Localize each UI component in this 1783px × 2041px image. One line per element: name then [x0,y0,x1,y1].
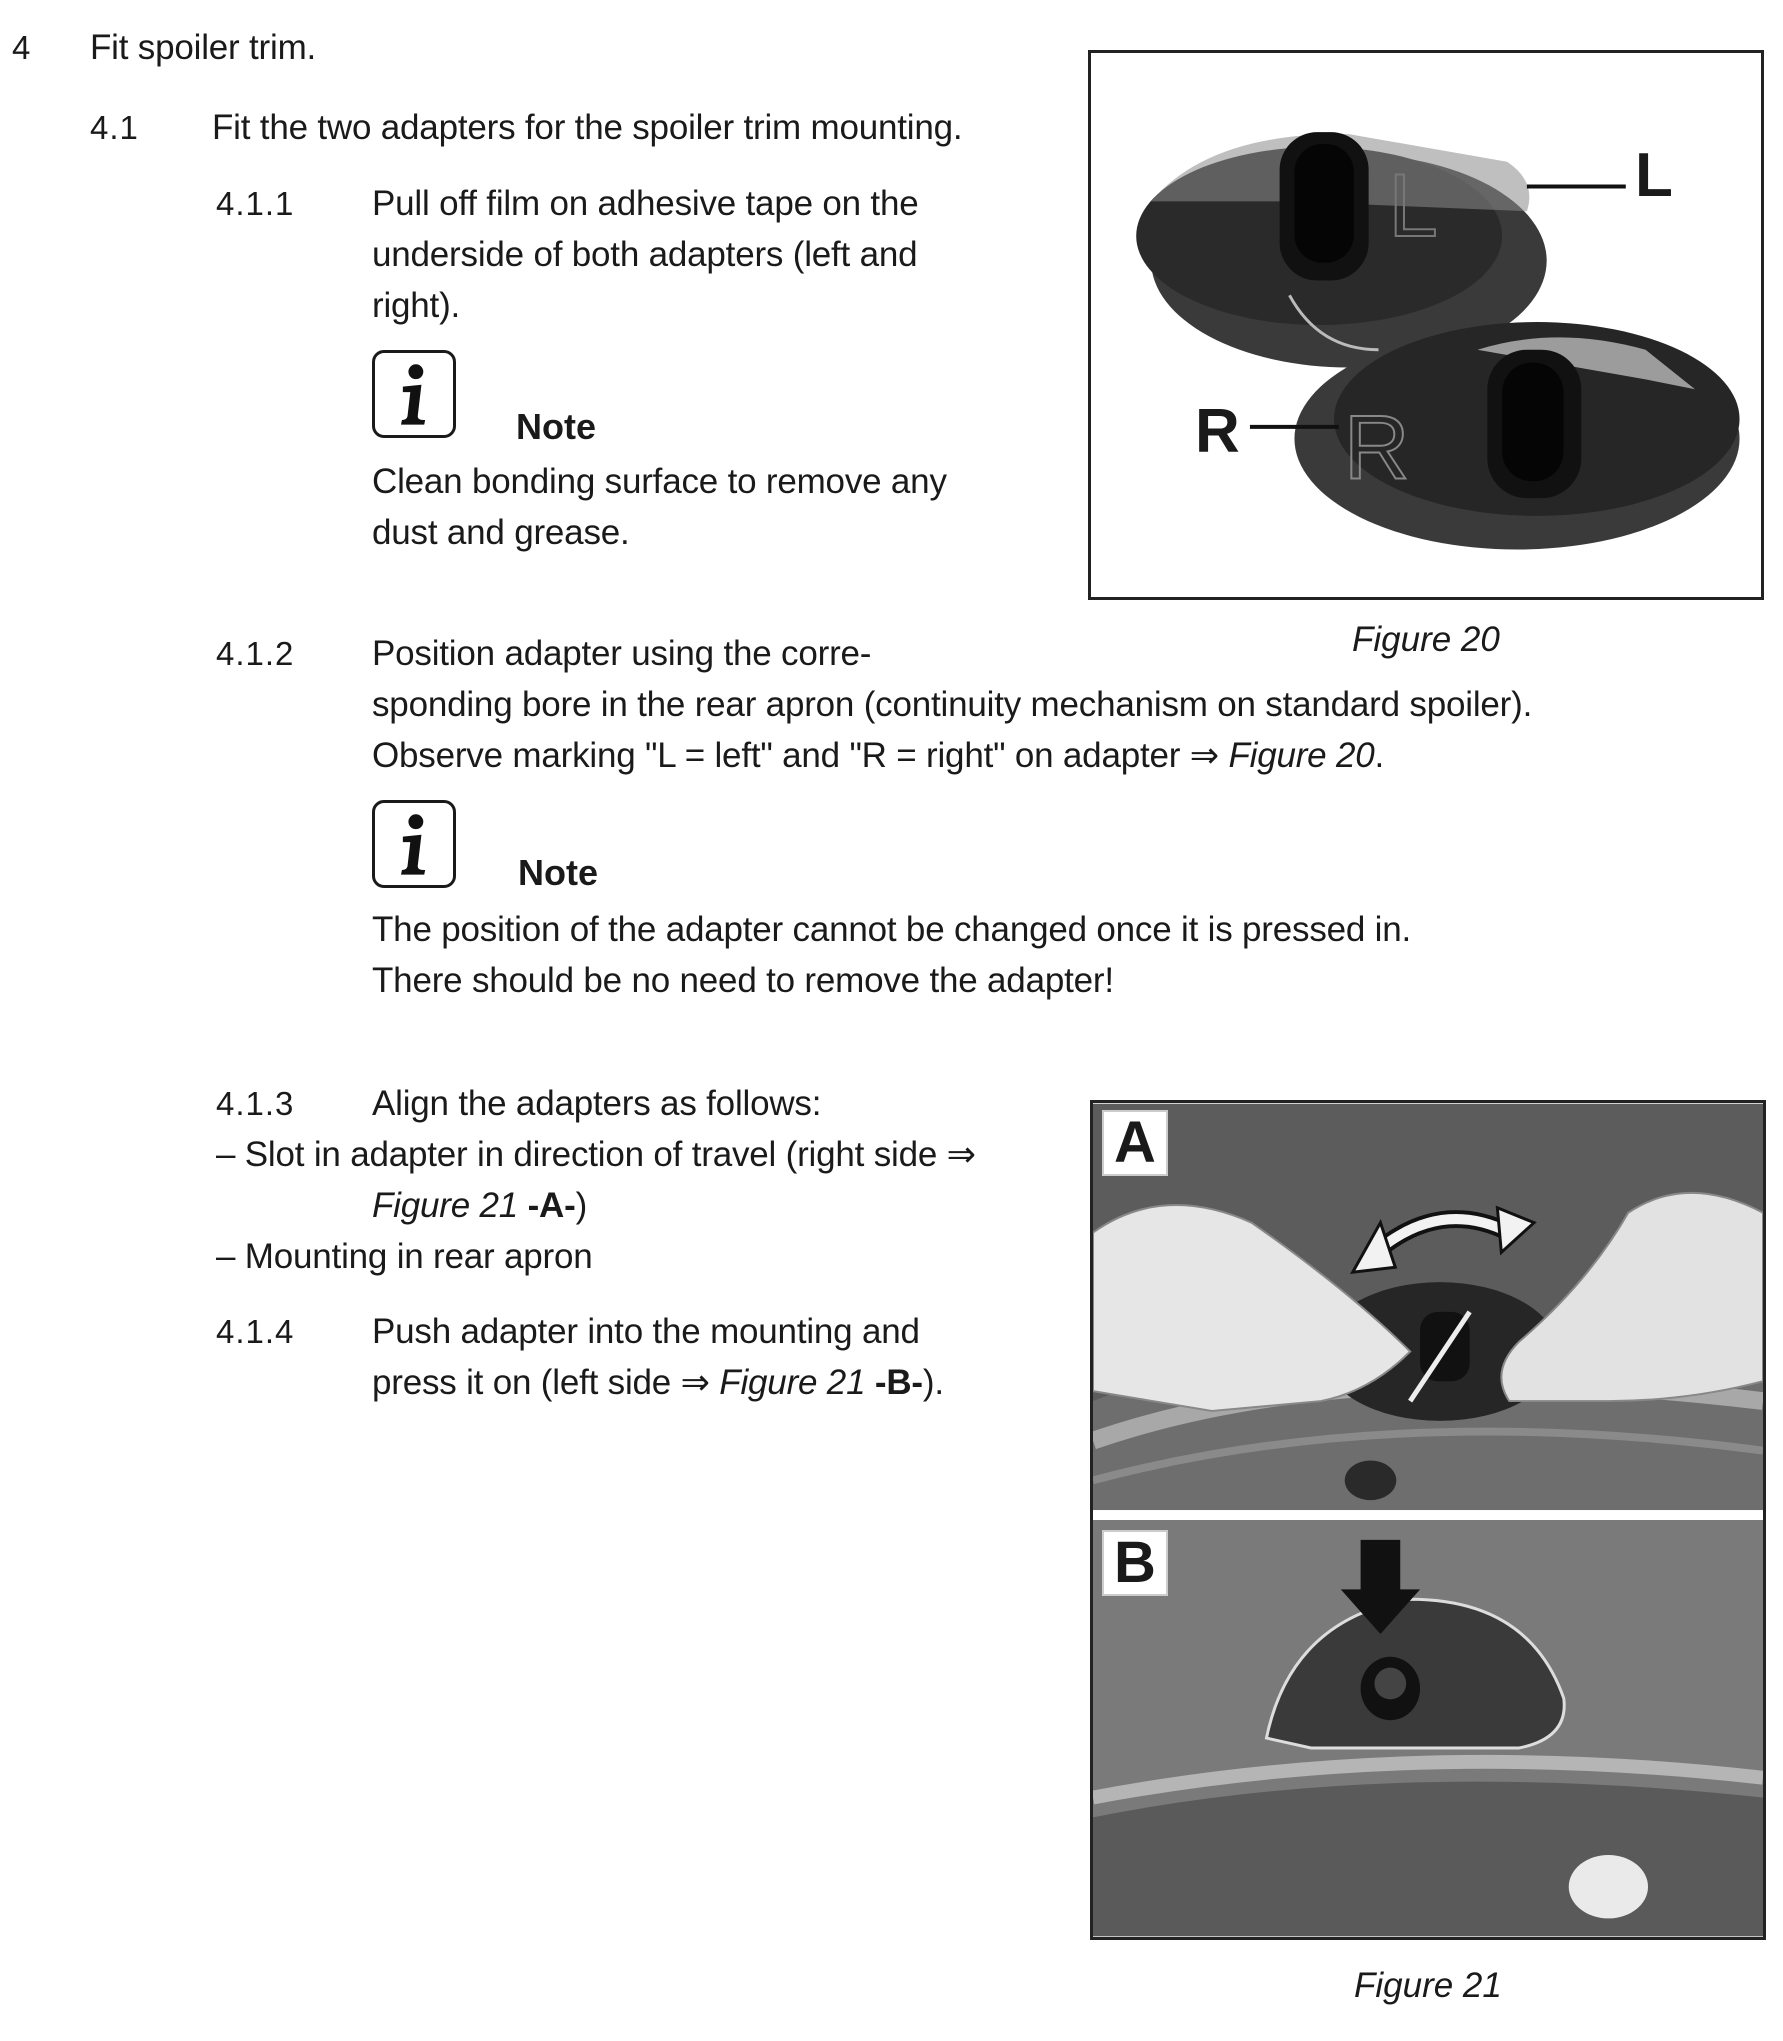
bullet-text: – Slot in adapter in direction of travel (right side [216,1135,938,1174]
info-icon [372,350,456,438]
step-text: press it on (left side [372,1363,672,1402]
step-text: Fit the two adapters for the spoiler trim mounting. [212,108,963,147]
step-text-line [372,1357,944,1408]
figure-21-image [1090,1100,1766,1940]
punctuation: ) [575,1186,588,1225]
step-text-line: underside of both adapters (left and [372,235,918,274]
info-icon [372,800,456,888]
svg-text:R: R [1343,397,1410,499]
bullet-continuation [372,1180,587,1231]
figure-21-caption: Figure 21 [1354,1966,1502,2005]
figure-link[interactable]: Figure 20 [1228,736,1375,775]
step-number: 4.1.4 [216,1313,295,1350]
note-text-line: Clean bonding surface to remove any [372,462,947,501]
bullet-line: – Mounting in rear apron [216,1237,593,1276]
step-number: 4.1.2 [216,635,295,672]
step-text-line: sponding bore in the rear apron (continuity mechanism on standard spoiler). [372,685,1533,724]
step-text: Fit spoiler trim. [90,28,317,67]
note-text-line: There should be no need to remove the adapter! [372,961,1114,1000]
figure-label: -A- [527,1186,576,1225]
note-text-line: The position of the adapter cannot be changed once it is pressed in. [372,910,1412,949]
step-text-line [372,730,1384,781]
figure-20-image [1088,50,1764,600]
figure-label-right: R [1195,397,1240,466]
note-heading: Note [518,852,598,893]
bullet-line [216,1129,976,1180]
punctuation: . [1374,736,1385,775]
step-text-line: Pull off film on adhesive tape on the [372,184,919,223]
figure-label: -B- [874,1363,923,1402]
step-text: Observe marking "L = left" and "R = right" on adapter [372,736,1181,775]
note-text-line: dust and grease. [372,513,630,552]
step-text-line: Push adapter into the mounting and [372,1312,920,1351]
figure-label-a: A [1102,1110,1168,1176]
step-number: 4.1.1 [216,185,295,222]
step-text-line: Position adapter using the corre- [372,634,872,673]
svg-text:L: L [1388,154,1438,255]
step-number: 4.1.3 [216,1085,295,1122]
figure-20-caption: Figure 20 [1352,620,1500,659]
arrow-icon: ⇒ [680,1363,710,1402]
step-text-line: right). [372,286,461,325]
figure-link[interactable]: Figure 21 [372,1186,519,1225]
figure-link[interactable]: Figure 21 [719,1363,866,1402]
step-text: Align the adapters as follows: [372,1084,822,1123]
figure-label-b: B [1102,1530,1168,1596]
step-number: 4.1 [90,109,139,146]
arrow-icon: ⇒ [1189,736,1219,775]
arrow-icon: ⇒ [946,1135,976,1174]
step-number: 4 [12,29,32,66]
note-heading: Note [516,406,596,447]
figure-label-left: L [1635,141,1673,210]
punctuation: ). [922,1363,944,1402]
